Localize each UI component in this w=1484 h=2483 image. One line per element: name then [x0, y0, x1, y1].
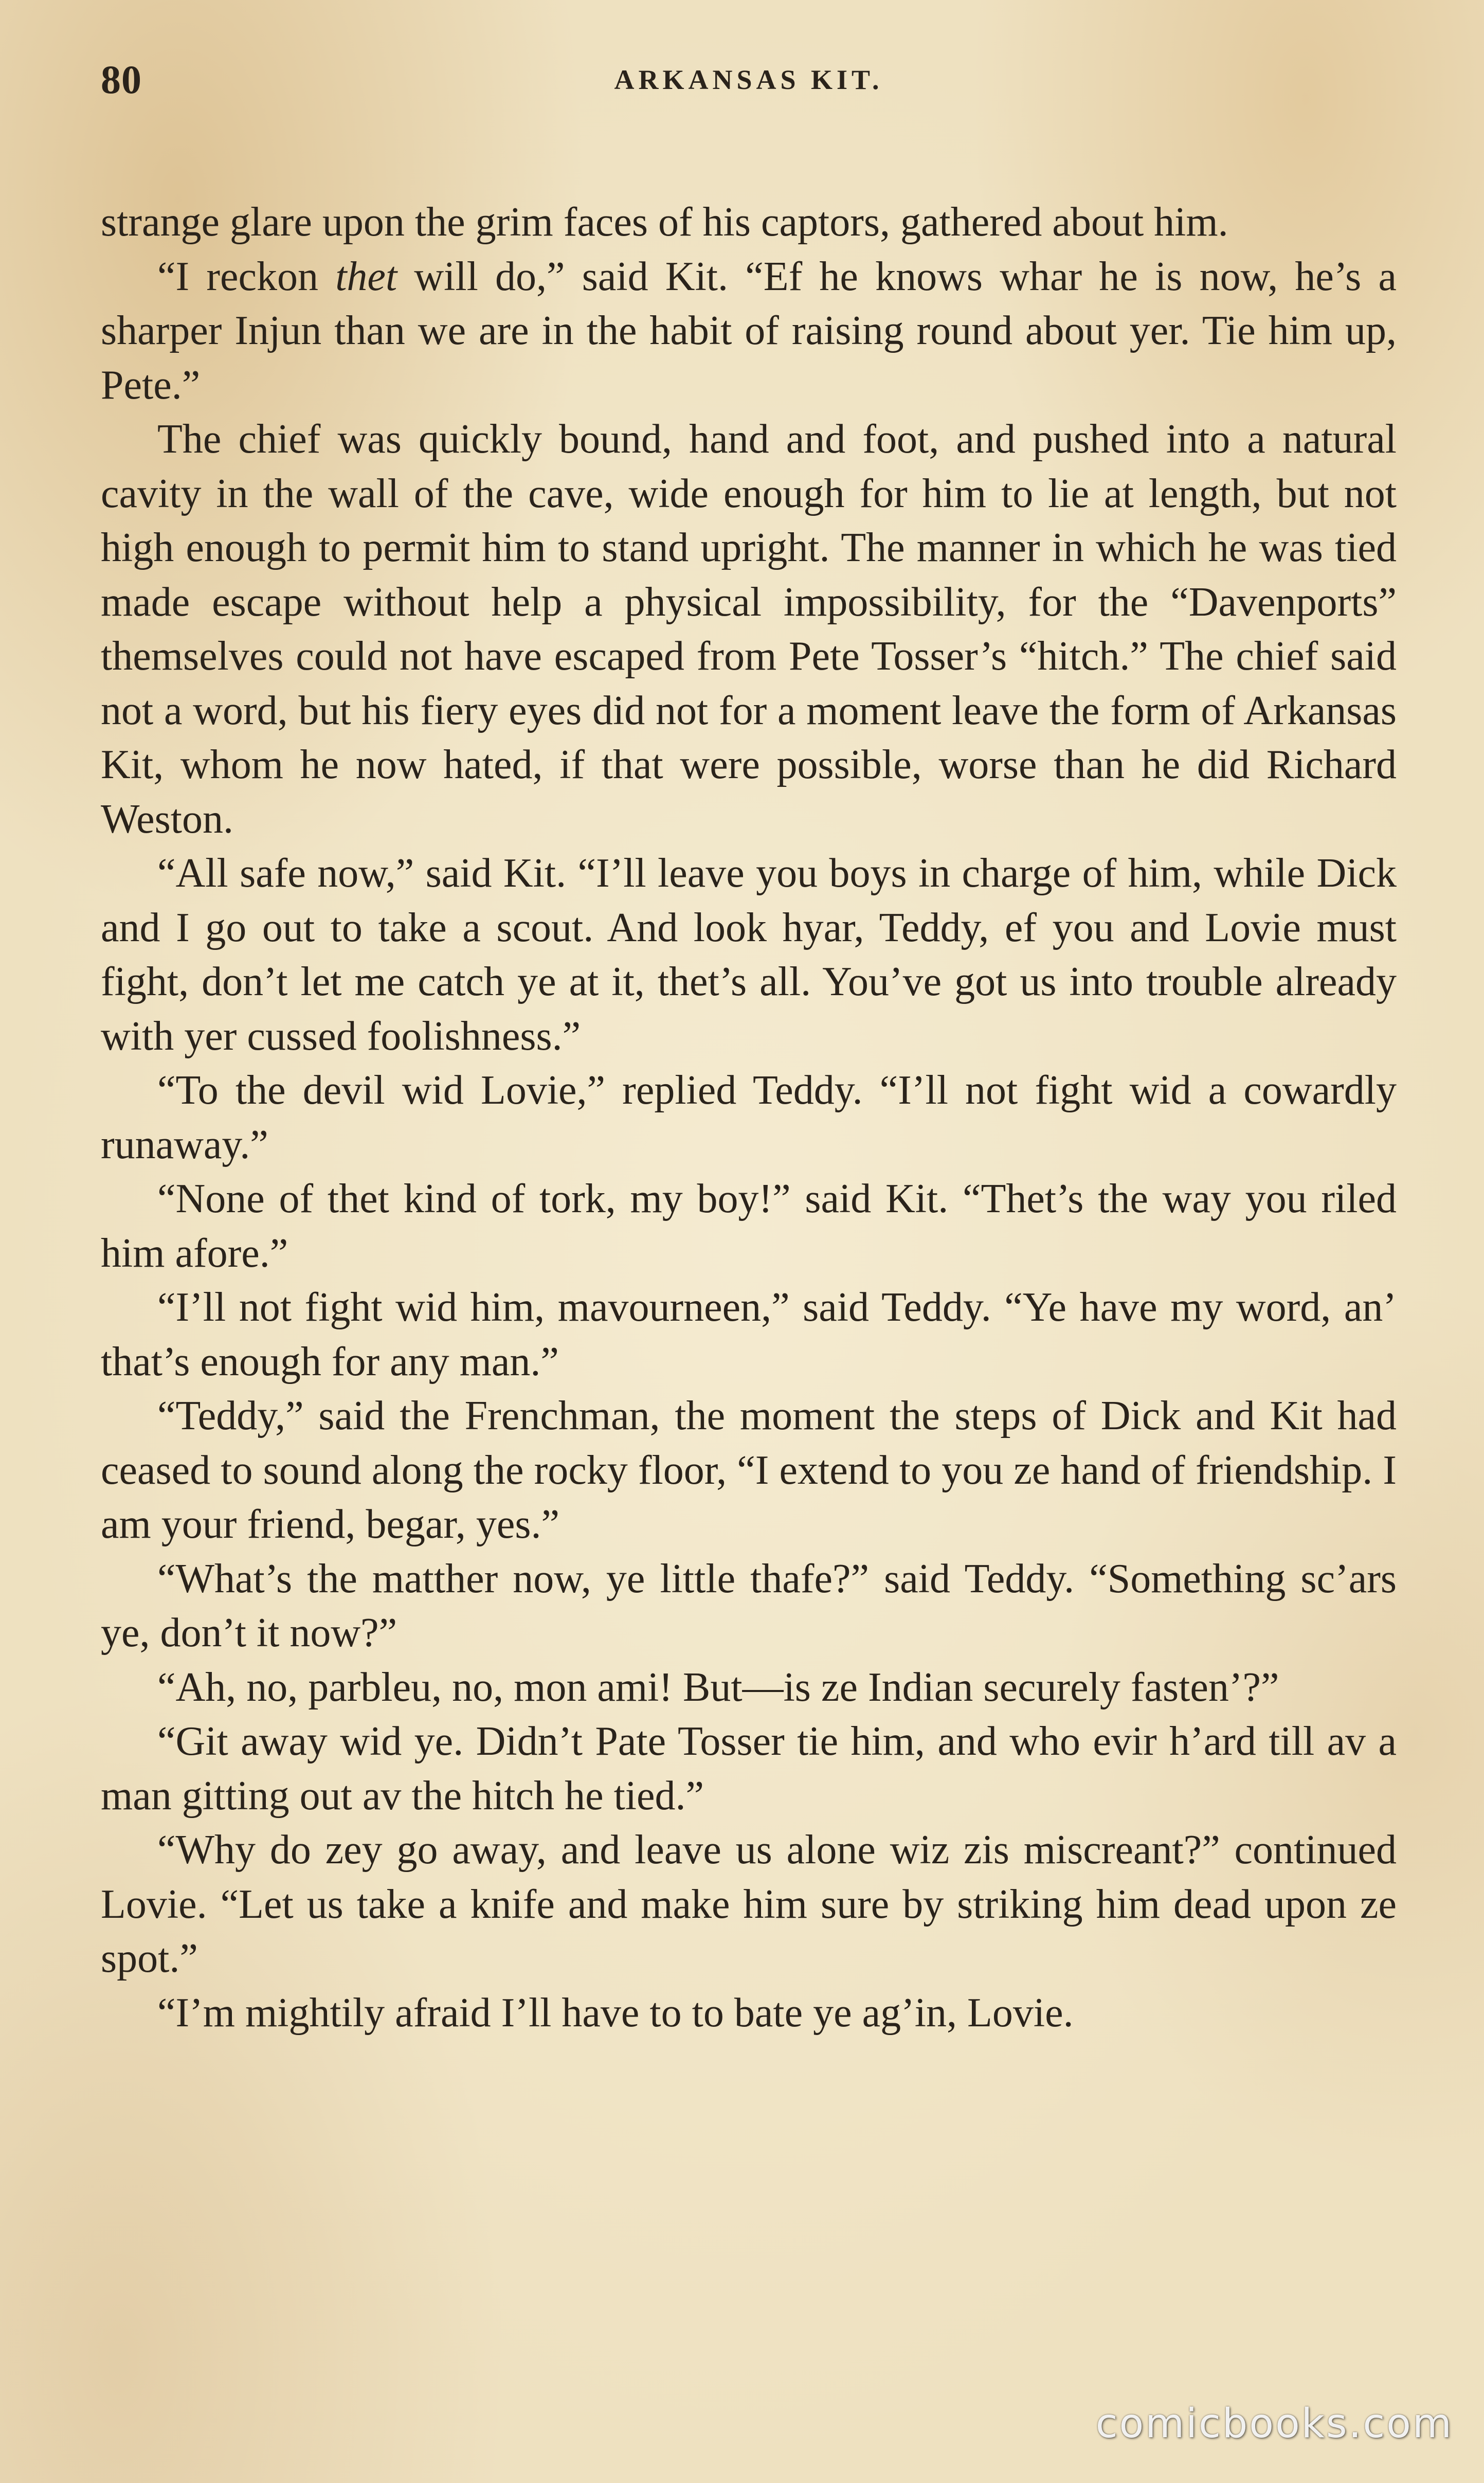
watermark: comicbooks.com	[1095, 2401, 1453, 2447]
paragraph: “All safe now,” said Kit. “I’ll leave you boys in charge of him, while Dick and I go out to take a scout. And look hyar, Teddy, ef you and Lovie must fight, don’t let me catch ye at it, thet’s all. You’ve got us into trouble already with yer cussed foolishness.”	[101, 851, 1397, 1059]
paragraph: The chief was quickly bound, hand and foot, and pushed into a natural cavity in the wall of the cave, wide enough for him to lie at length, but not high enough to permit him to stand upright. The manner in which he was tied made escape without help a physical impossibility, for the “Davenports” themselves could not have escaped from Pete Tosser’s “hitch.” The chief said not a word, but his fiery eyes did not for a moment leave the form of Arkansas Kit, whom he now hated, if that were possible, worse than he did Richard Weston.	[101, 417, 1397, 842]
paragraph: “To the devil wid Lovie,” replied Teddy. “I’ll not fight wid a cowardly runaway.”	[101, 1068, 1397, 1167]
paragraph: “I’m mightily afraid I’ll have to to bate ye ag’in, Lovie.	[157, 1990, 1074, 2036]
paragraph: “I’ll not fight wid him, mavourneen,” said Teddy. “Ye have my word, an’ that’s enough for any man.”	[101, 1285, 1397, 1384]
italic-word: thet	[335, 254, 397, 299]
body-text	[101, 195, 1397, 2040]
paragraph: “Git away wid ye. Didn’t Pate Tosser tie him, and who evir h’ard till av a man gitting out av the hitch he tied.”	[101, 1719, 1397, 1819]
paragraph-text: will do,” said Kit. “Ef he knows whar he is now, he’s a sharper Injun than we are in the habit of raising round about yer. Tie him up, Pete.”	[101, 254, 1397, 408]
page-header	[101, 46, 1397, 129]
book-page	[101, 31, 1397, 2376]
paragraph: “Teddy,” said the Frenchman, the moment the steps of Dick and Kit had ceased to sound along the rocky floor, “I extend to you ze hand of friendship. I am your friend, begar, yes.”	[101, 1393, 1397, 1547]
page-number: 80	[101, 57, 142, 102]
paragraph: “What’s the matther now, ye little thafe?” said Teddy. “Something sc’ars ye, don’t it now?”	[101, 1556, 1397, 1656]
paragraph: “Ah, no, parbleu, no, mon ami! But—is ze Indian securely fasten’?”	[157, 1664, 1279, 1710]
running-head: ARKANSAS KIT.	[614, 64, 883, 95]
paragraph: “Why do zey go away, and leave us alone wiz zis miscreant?” continued Lovie. “Let us take a knife and make him sure by striking him dead upon ze spot.”	[101, 1827, 1397, 1981]
paragraph: strange glare upon the grim faces of his captors, gathered about him.	[101, 200, 1228, 245]
paragraph: “None of thet kind of tork, my boy!” said Kit. “Thet’s the way you riled him afore.”	[101, 1176, 1397, 1276]
paragraph	[101, 250, 1397, 413]
paragraph-text: “I reckon	[157, 254, 336, 299]
